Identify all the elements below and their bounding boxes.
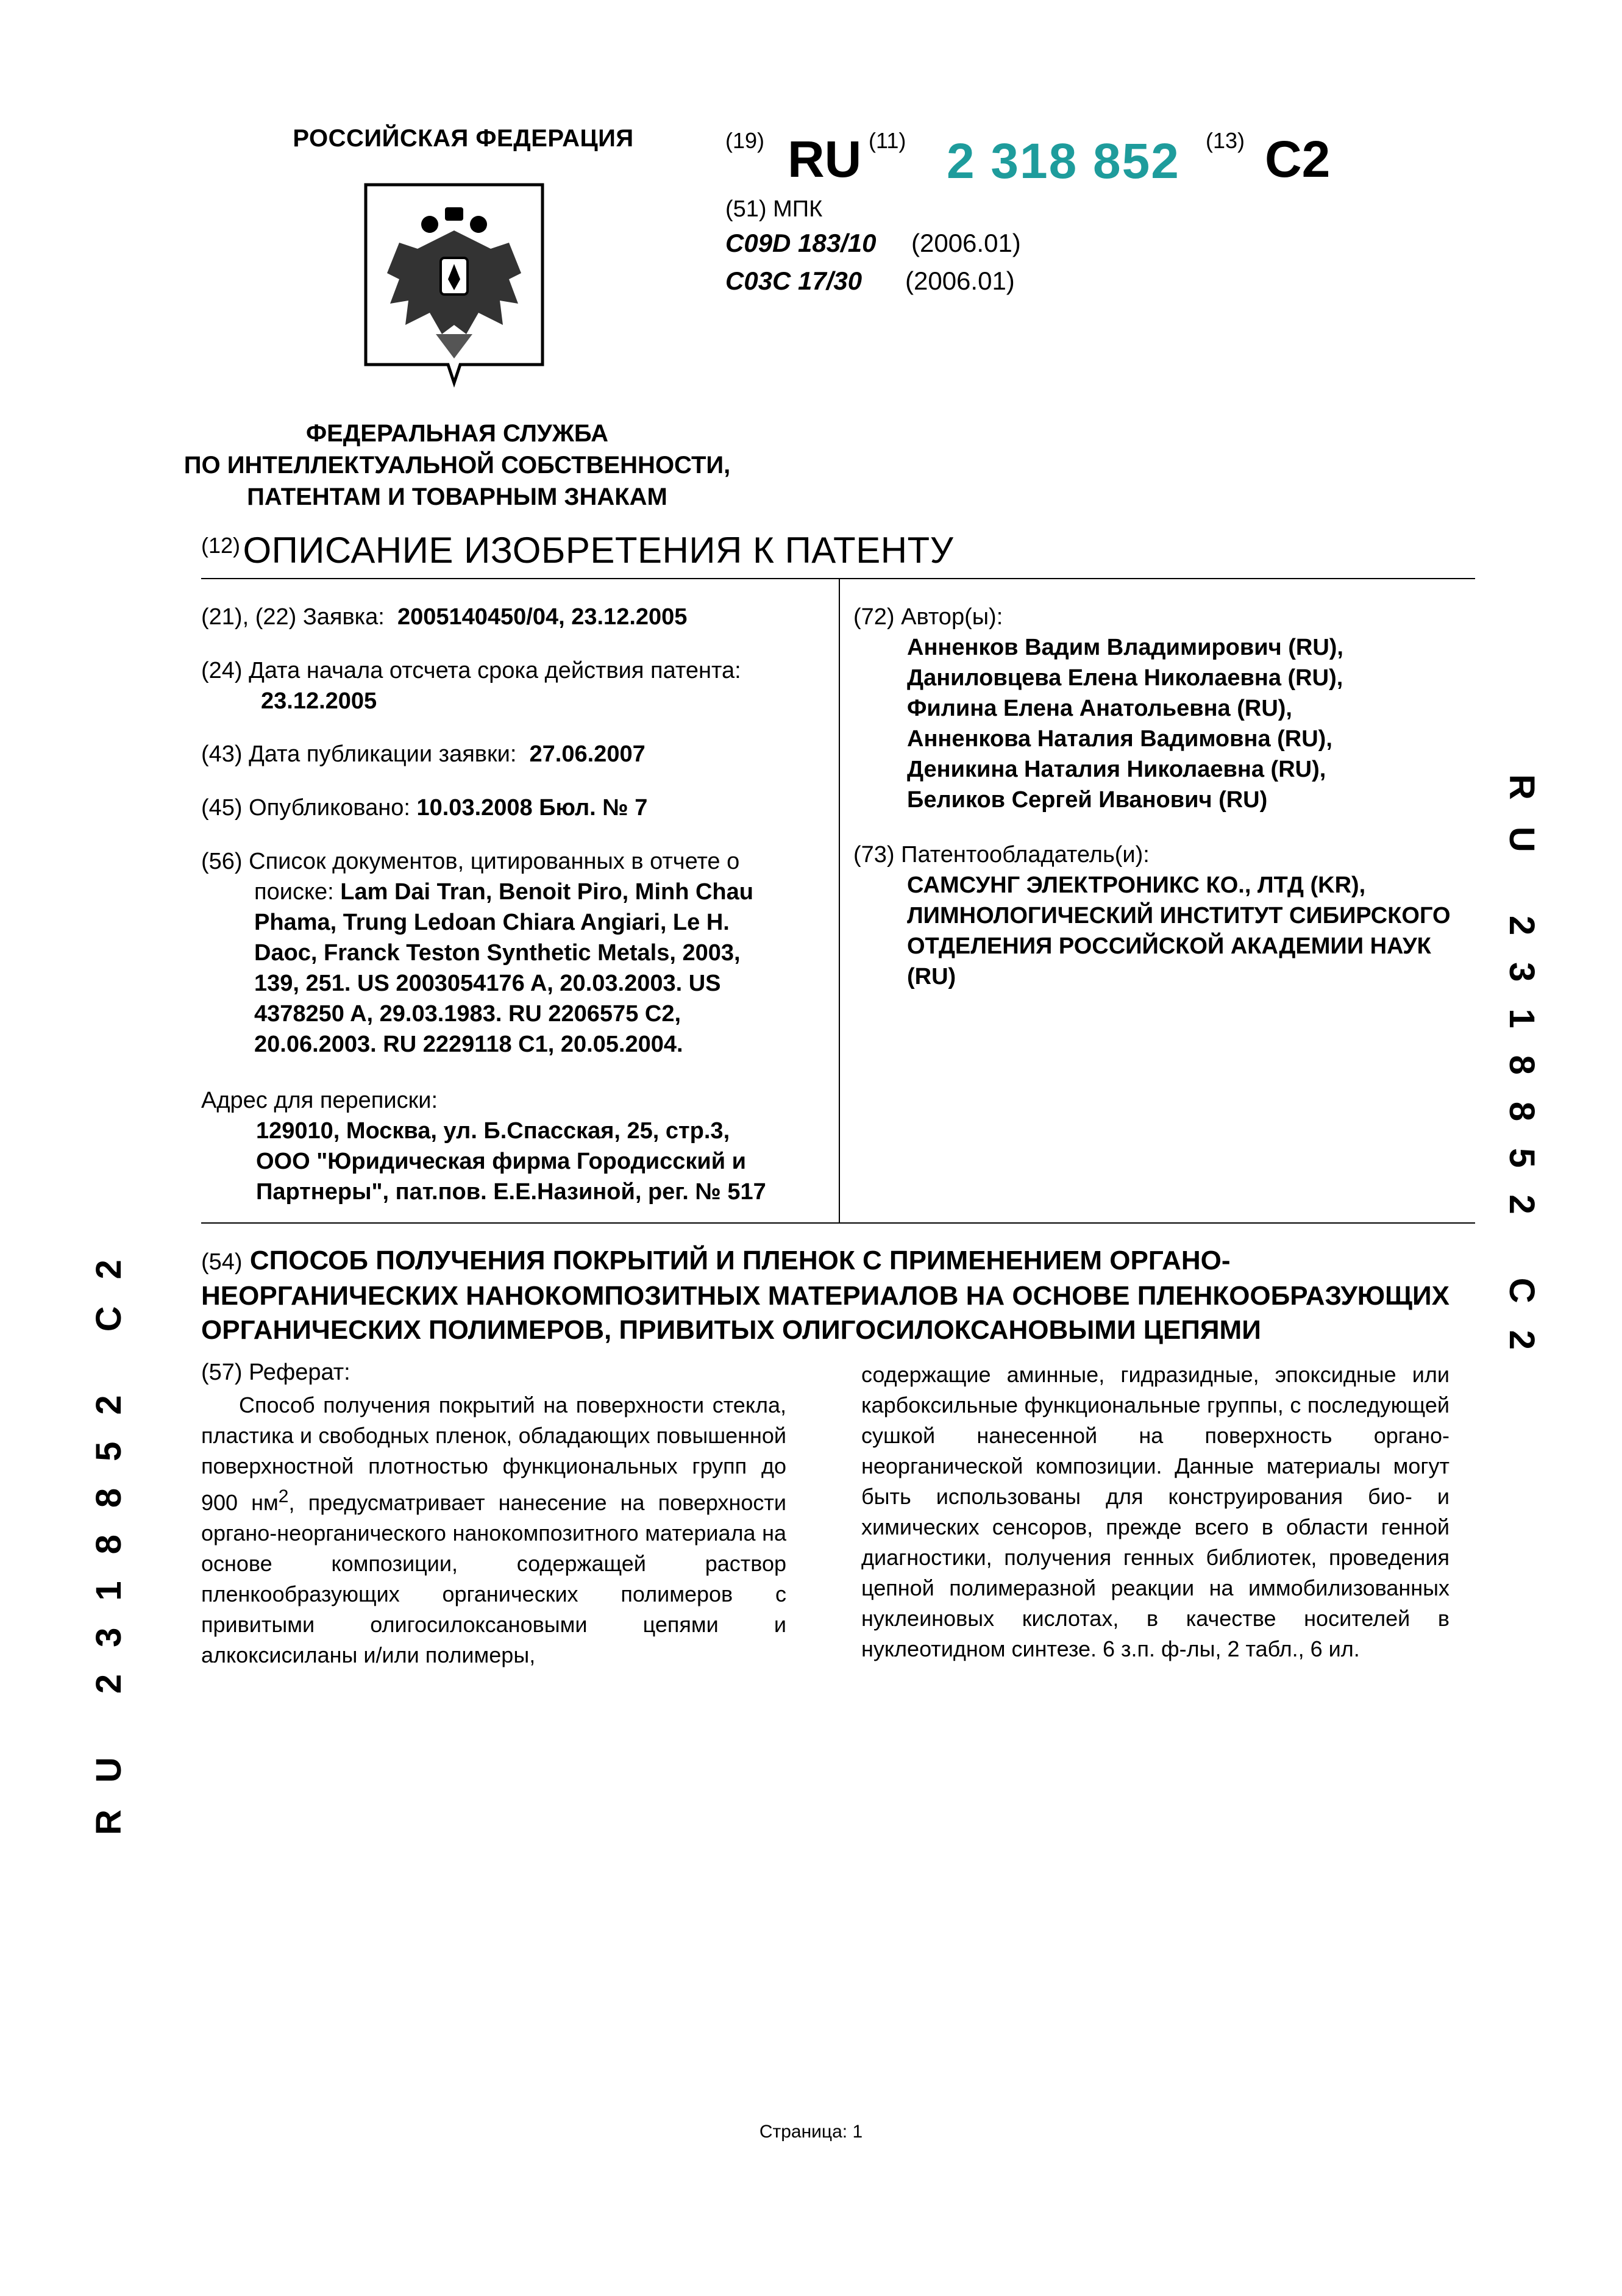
inid-code-54: (54) [201, 1249, 243, 1275]
ipc-row [725, 229, 1021, 258]
agency-line: ПО ИНТЕЛЛЕКТУАЛЬНОЙ СОБСТВЕННОСТИ, [183, 452, 731, 479]
inid-code-13: (13) [1206, 128, 1245, 153]
ipc-row [725, 266, 1015, 296]
abstract-right-column: содержащие аминные, гидразидные, эпоксидные или карбоксильные функциональные группы, с последующей сушкой нанесенной на поверхность органо-неорганической композиции. Данные материалы могут быть использованы для конструирования био- и химических сенсоров, прежде всего в области генной диагностики, получения генных библиотек, проведения цепной полимеразной реакции на иммобилизованных нуклеиновых кислотах, в качестве носителей в нуклеотидном синтезе. 6 з.п. ф-лы, 2 табл., 6 ил. [861, 1362, 1449, 1661]
term-start-label: (24) Дата начала отсчета срока действия патента: [201, 658, 741, 683]
column-divider [839, 579, 840, 1222]
patent-number: 2 318 852 [947, 134, 1180, 189]
owner-line: ОТДЕЛЕНИЯ РОССИЙСКОЙ АКАДЕМИИ НАУК [907, 933, 1431, 959]
application-label: (21), (22) Заявка: [201, 604, 385, 630]
author-name: Даниловцева Елена Николаевна (RU), [907, 665, 1343, 691]
agency-line: ФЕДЕРАЛЬНАЯ СЛУЖБА [305, 420, 609, 447]
cited-documents [201, 846, 811, 1060]
side-patent-code-left: RU 2318852 C2 [89, 1233, 129, 1835]
invention-title-line: ОРГАНИЧЕСКИХ ПОЛИМЕРОВ, ПРИВИТЫХ ОЛИГОСИЛОКСАНОВЫМИ ЦЕПЯМИ [201, 1315, 1261, 1345]
ipc-label: (51) МПК [725, 196, 823, 222]
author-name: Деникина Наталия Николаевна (RU), [907, 757, 1326, 782]
published-value: 10.03.2008 Бюл. № 7 [416, 795, 648, 821]
divider-bottom [201, 1222, 1475, 1224]
published-label: (45) Опубликовано: [201, 795, 410, 821]
invention-title-line: НЕОРГАНИЧЕСКИХ НАНОКОМПОЗИТНЫХ МАТЕРИАЛОВ НА ОСНОВЕ ПЛЕНКООБРАЗУЮЩИХ [201, 1281, 1449, 1311]
published-field [201, 793, 811, 823]
document-title-text: ОПИСАНИЕ ИЗОБРЕТЕНИЯ К ПАТЕНТУ [243, 530, 954, 571]
owners-block [853, 840, 1475, 992]
abstract-superscript: 2 [278, 1486, 289, 1506]
abstract-text: Способ получения покрытий на поверхности стекла, пластика и свободных пленок, обладающих повышенной поверхностной плотностью функциональных групп до 900 нм [201, 1392, 786, 1515]
authors-block [853, 602, 1475, 815]
cited-line: 20.06.2003. RU 2229118 C1, 20.05.2004. [254, 1032, 683, 1057]
page-footer: Страница: 1 [759, 2122, 863, 2142]
cited-line: Daoc, Franck Teston Synthetic Metals, 2003, [254, 940, 741, 966]
country-name: РОССИЙСКАЯ ФЕДЕРАЦИЯ [293, 125, 634, 152]
pub-app-field [201, 739, 811, 769]
ipc-class: C09D 183/10 [725, 229, 877, 257]
owner-line: ЛИМНОЛОГИЧЕСКИЙ ИНСТИТУТ СИБИРСКОГО [907, 903, 1451, 929]
agency-line: ПАТЕНТАМ И ТОВАРНЫМ ЗНАКАМ [247, 483, 667, 510]
abstract-label: (57) Реферат: [201, 1360, 350, 1385]
pub-app-value: 27.06.2007 [529, 741, 646, 767]
country-code: RU [788, 130, 862, 188]
address-line: ООО "Юридическая фирма Городисский и [256, 1149, 747, 1174]
inid-code-19: (19) [725, 128, 765, 153]
agency-name [183, 418, 731, 513]
ipc-class: C03C 17/30 [725, 266, 863, 295]
application-value: 2005140450/04, 23.12.2005 [397, 604, 688, 630]
invention-title [201, 1244, 1475, 1347]
cited-label-2: поиске: [254, 879, 334, 905]
cited-line: 139, 251. US 2003054176 A, 20.03.2003. US [254, 971, 721, 996]
author-name: Анненкова Наталия Вадимовна (RU), [907, 726, 1332, 752]
term-start-value: 23.12.2005 [261, 688, 377, 714]
author-name: Анненков Вадим Владимирович (RU), [907, 635, 1343, 660]
ipc-version: (2006.01) [911, 229, 1021, 257]
address-line: Партнеры", пат.пов. Е.Е.Назиной, рег. № 517 [256, 1179, 766, 1205]
document-title [201, 529, 953, 571]
address-label: Адрес для переписки: [201, 1088, 438, 1113]
cited-line: 4378250 A, 29.03.1983. RU 2206575 C2, [254, 1001, 681, 1027]
inid-code-12: (12) [201, 533, 241, 558]
side-patent-code-right: RU 2318852 C2 [1502, 774, 1542, 1377]
divider-top [201, 578, 1475, 579]
invention-title-line: СПОСОБ ПОЛУЧЕНИЯ ПОКРЫТИЙ И ПЛЕНОК С ПРИМЕНЕНИЕМ ОРГАНО- [249, 1246, 1231, 1275]
address-line: 129010, Москва, ул. Б.Спасская, 25, стр.3, [256, 1118, 730, 1144]
inid-code-11: (11) [869, 128, 906, 153]
cited-value: Lam Dai Tran, Benoit Piro, Minh Chau [340, 879, 753, 905]
application-field [201, 602, 811, 632]
author-name: Филина Елена Анатольевна (RU), [907, 696, 1292, 721]
owners-label: (73) Патентообладатель(и): [853, 842, 1150, 868]
term-start-field [201, 655, 811, 716]
cited-line [201, 877, 811, 907]
abstract-left-column [201, 1390, 786, 1670]
cited-line: Phama, Trung Ledoan Chiara Angiari, Le H. [254, 910, 730, 935]
author-name: Беликов Сергей Иванович (RU) [907, 787, 1268, 813]
ipc-version: (2006.01) [905, 266, 1015, 295]
kind-code: C2 [1265, 130, 1331, 188]
abstract-text: , предусматривает нанесение на поверхности органо-неорганического нанокомпозитного материала на основе композиции, содержащей раствор пленкообразующих органических полимеров с привитыми олигосилоксановыми цепями и алкоксисиланы и/или полимеры, [201, 1490, 786, 1667]
correspondence-address [201, 1085, 811, 1207]
owner-line: САМСУНГ ЭЛЕКТРОНИКС КО., ЛТД (KR), [907, 872, 1366, 898]
coat-of-arms-emblem [363, 182, 546, 404]
cited-label: (56) Список документов, цитированных в отчете о [201, 849, 740, 874]
pub-app-label: (43) Дата публикации заявки: [201, 741, 517, 767]
owner-line: (RU) [907, 964, 956, 989]
authors-label: (72) Автор(ы): [853, 604, 1003, 630]
